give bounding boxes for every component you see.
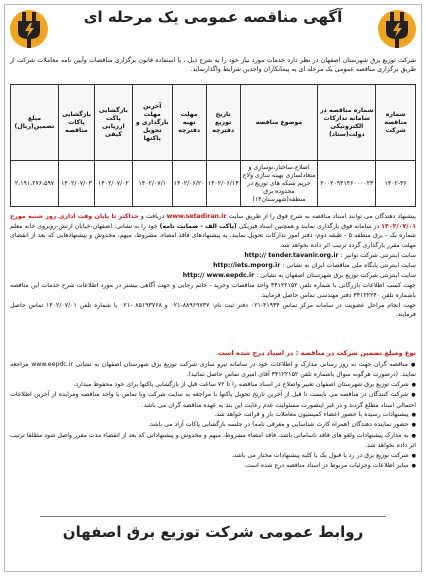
list-item: ● پیشنهادات رسیده با حضور اعضاء کمیسیون معاملات باز و قرائت خواهد شد. [10,410,416,420]
text-segment: دریافت و [138,213,167,220]
table-cell: ۱۴۰۲-۳۶ [376,161,416,207]
registration-paragraph: جهت انجام مراحل عضویت در سامانه مرکز تماس ۴۱۹۳۴-۰۲۱ دفتر ثبت نام: ۸۸۹۶۹۷۳۷-۰۲۱ و ۸۵۱۹۳۷۶۸ -۰۲۱ با شماره تلفن ۱۴۰۲/۰۷/۰۱ تماس حاصل فرمایند. [10,301,417,319]
setad-link[interactable]: www.setadiran.ir [166,213,227,220]
page-title: آگهی مناقصه عمومی یک مرحله ای [83,8,343,26]
deadline-text: حداکثر تا پایان وقت اداری روز شنبه مورخ ۱۴۰۲/۰۷/۰۱ [10,213,417,230]
guarantee-heading: نوع ومبلغ تضمین شرکت در مناقصه : در اسناد درج شده است [217,349,416,357]
website-line [10,261,416,271]
table-header-row [11,85,416,161]
intro-paragraph: شرکت توزیع برق شهرستان اصفهان در نظر دارد خدمات مورد نیاز خود را به شرح ذیل ، با استفاده قانون برگزاری مناقصات وآیین نامه معاملات شرکت از طریق برگزاری مناقصه عمومی یک مرحله ای به پیمانکاران واجدین شرایط واگذارنماید. [10,57,416,73]
table-cell: ۱۴۰۲/۰۷/۰۳ [58,161,94,207]
website-label: سایت اینترنتی پایگاه ملی مناقصات ایران به نشانی : [280,261,416,269]
list-item: ● شرکت توزیع برق شهرستان اصفهان تغییر واصلاح در اسناد مناقصه را تا ۷۲ ساعت قبل از بازگشایی پاکتها برای خود محفوظ میدارد. [10,380,416,390]
list-item: ● شرکت توزیع برق در رد یا قبول یک یا کلیه پیشنهادات مختار می باشد. [10,451,416,461]
list-item: ● مناقصه گران جهت به روز رسانی مدارک و اطلاعات خود در سامانه نیرو سازی شرکت توزیع برق شهرستان اصفهان به نشانی www.eepdc.ir مراجعه نمایند. (درصورت هرگونه سوال باشماره تلفن ۳۴۱۲۲۱۵۲ آقای امیری تماس حاصل نمائید). [10,360,416,380]
body-text [10,212,416,321]
contact-paragraph: جهت کسب اطلاعات بازرگانی با شماره تلفن ۳۴۱۲۲۱۵۲ واحد مناقصات وخرید - خانم رجایی و جهت آگاهی بیشتر در مورد اطلاعات شرح خدمات این مناقصه باشماره تلفن ۳۴۱۲۲۲۴۰ دفتر مهندسی تماس حاصل فرمایید. [10,282,416,299]
column-header: بازگشایی پاکات مناقصه [58,85,94,161]
website-line [10,251,416,261]
website-label: سایت اینترنتی شرکت توزیع برق شهرستان اصفهان به نشانی : [254,272,416,280]
column-header: آخرین مهلت بارگذاری و تحویل پاکتها [132,85,172,161]
text-segment: خود را به نشانی: اصفهان-خیابان ارتش-روبروی خانه معلم شماره یک - برق منطقه ۵ - طبقه دوم- دفتر امور تدارکات تحویل نمایند. به پیشنهادهای فاقد امضاء، مشروط، مبهم، مخدوش و پیشنهادهایی که بعد از انقضای مهلت مقرر بارگذاری گردد ترتیب اثر داده نخواهد شد. [10,222,416,249]
tender-table [10,84,416,207]
list-item: ● به مدارک پیشنهادات ولغو های فاقد ناسامانی باشد، فاقد امضاء مشروط، مبهم و مخدوش و پیشنهاداتی که بعد از انقضاء مدت مقرر واصل شود مطلقا ترتیب اثر داده نخواهد شد. [10,431,416,451]
table-cell: ۲،۱۹۱،۲۷۶،۵۹۷ [11,161,59,207]
footer-divider [40,516,386,517]
list-item: ● شرکت کنندگان در مناقصه می بایست تا قبل از آخرین تاریخ تحویل پاکتها با مراجعه به سایت شرکت ویا تماس با واحد مناقصه ومزایده از آخرین اطلاعات احتمالی اسناد مطلع گردند و در غیر اینصورت مسئولیت عدم رعایت این بند به عهده مناقصه گران می باشد. [10,390,416,410]
power-plug-logo-icon [376,6,418,52]
table-cell: ۲۰۰۲۰۹۴۱۴۶۰۰۰۰۲۳ [318,161,376,207]
table-cell: ۱۴۰۲/۰۷/۱ [132,161,172,207]
footer-signature: روابط عمومی شرکت توزیع برق اصفهان [62,523,364,541]
column-header: شماره مناقصه شرکت [376,85,416,161]
eepdc-link[interactable]: http:// www.eepdc.ir [182,272,255,280]
column-header: مبلغ تضمین(ریال) [11,85,59,161]
submission-paragraph [10,212,416,250]
column-header: بازگشایی پاکت ارزیابی کیفی [94,85,132,161]
table-cell: ۱۴۰۲/۰۶/۱۳ [206,161,240,207]
column-header: موضوع مناقصه [240,85,318,161]
iets-link[interactable]: http://iets.mporg.ir [213,261,281,269]
list-item: ● حضور نماینده دهندگان (همراه کارت شناسایی و معرفی نامه) در جلسه بازگشایی پاکات آزاد می باشد. [10,420,416,430]
list-item: ● سایر اطلاعات وجزئیات مربوط در اسناد مناقصه درج شده است. [10,461,416,471]
conditions-list [10,360,416,471]
text-segment: در سامانه فوق بارگذاری نمایند و همچنین اسناد فیزیکی [236,222,382,230]
text-segment: پیشنهاد دهندگان می توانند اسناد مناقصه به شرح فوق را از طریق سایت [226,213,416,220]
power-plug-logo-icon [8,6,50,52]
table-row [11,161,416,207]
table-cell: ۱۴۰۲/۰۶/۲۰ [172,161,206,207]
column-header: شماره مناقصه در سامانه تدارکات الکترونیکی دولت(ستاد) [318,85,376,161]
column-header: مهلت تهیه دفترچه [172,85,206,161]
tavanir-link[interactable]: http:// tender.tavanir.org.ir [244,251,339,259]
table-cell: ۱۴۰۲/۰۷/۰۲ [94,161,132,207]
table-cell: اصلاح،ساختار،نوسازی و متعادلسازی بهینه سازی ولاج حریم شبکه های توزیع در محدوده برق منطقه(شهرستان۱۴) [240,161,318,207]
column-header: تاریخ توزیع دفترچه [206,85,240,161]
website-line [10,271,416,281]
website-label: سایت اینترنتی شرکت توانیر : [338,251,416,259]
envelope-text: (پاکت الف - ضمانت نامه) [159,222,237,230]
